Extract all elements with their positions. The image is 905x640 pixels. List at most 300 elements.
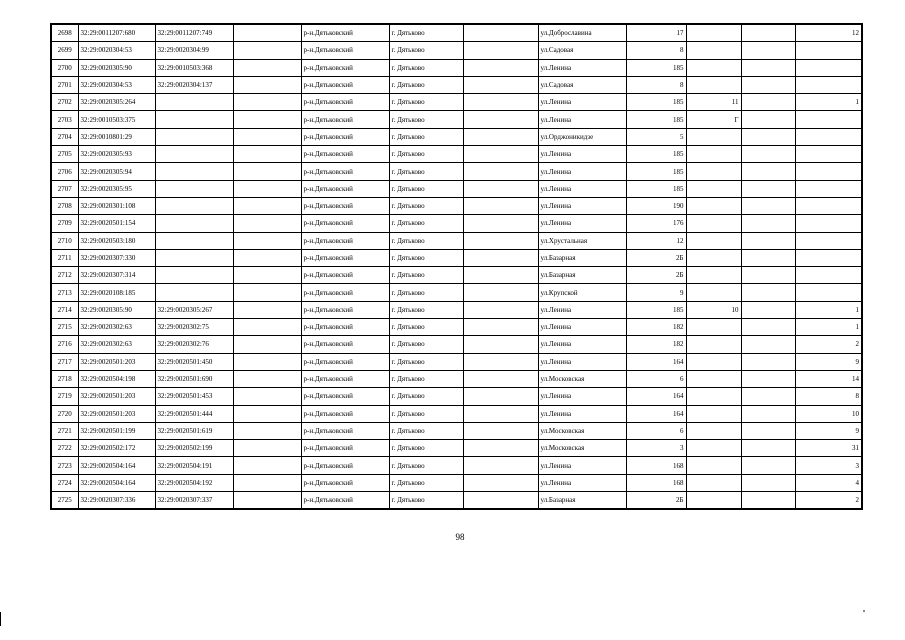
house-number-cell: 185 xyxy=(626,180,686,197)
cadastral-number-cell: 32:29:0020302:63 xyxy=(78,319,155,336)
street-cell: ул.Московская xyxy=(538,440,626,457)
district-cell: р-н.Дятьковский xyxy=(301,422,389,439)
blank-cell xyxy=(233,336,301,353)
page-number: 98 xyxy=(455,532,465,542)
apartment-number-cell: 9 xyxy=(795,353,862,370)
district-cell: р-н.Дятьковский xyxy=(301,388,389,405)
table-row xyxy=(51,163,862,180)
building-cell: 11 xyxy=(686,94,741,111)
district-cell: р-н.Дятьковский xyxy=(301,284,389,301)
blank-cell xyxy=(463,146,538,163)
house-number-cell: 185 xyxy=(626,146,686,163)
table-row xyxy=(51,24,862,42)
city-cell: г. Дятьково xyxy=(389,197,463,214)
apartment-number-cell xyxy=(795,232,862,249)
city-cell: г. Дятьково xyxy=(389,422,463,439)
building-cell xyxy=(686,146,741,163)
blank-cell xyxy=(463,474,538,491)
street-cell: ул.Ленина xyxy=(538,163,626,180)
cadastral-number-cell: 32:29:0020305:93 xyxy=(78,146,155,163)
house-number-cell: 5 xyxy=(626,128,686,145)
cadastral-number-cell: 32:29:0020501:203 xyxy=(78,388,155,405)
premises-cadastral-number-cell: 32:29:0010503:368 xyxy=(155,59,233,76)
table-row xyxy=(51,336,862,353)
blank-cell xyxy=(463,94,538,111)
building-cell xyxy=(686,24,741,42)
row-number-cell: 2709 xyxy=(51,215,78,232)
apartment-number-cell xyxy=(795,197,862,214)
street-cell: ул.Ленина xyxy=(538,215,626,232)
table-row xyxy=(51,422,862,439)
blank-cell xyxy=(233,24,301,42)
cadastral-number-cell: 32:29:0020504:164 xyxy=(78,474,155,491)
blank-cell xyxy=(233,267,301,284)
street-cell: ул.Ленина xyxy=(538,111,626,128)
building-cell xyxy=(686,353,741,370)
apartment-number-cell xyxy=(795,59,862,76)
building-cell xyxy=(686,180,741,197)
blank-cell xyxy=(233,319,301,336)
street-cell: ул.Ленина xyxy=(538,353,626,370)
building-cell xyxy=(686,370,741,387)
district-cell: р-н.Дятьковский xyxy=(301,492,389,510)
blank-cell xyxy=(463,215,538,232)
table-row xyxy=(51,284,862,301)
building-cell xyxy=(686,76,741,93)
table-row xyxy=(51,215,862,232)
table-row xyxy=(51,370,862,387)
blank-cell xyxy=(233,474,301,491)
table-row xyxy=(51,301,862,318)
cadastral-number-cell: 32:29:0011207:680 xyxy=(78,24,155,42)
house-number-cell: 190 xyxy=(626,197,686,214)
building-cell xyxy=(686,249,741,266)
city-cell: г. Дятьково xyxy=(389,474,463,491)
blank-cell xyxy=(233,353,301,370)
row-number-cell: 2700 xyxy=(51,59,78,76)
house-number-cell: 168 xyxy=(626,474,686,491)
house-number-cell: 185 xyxy=(626,163,686,180)
district-cell: р-н.Дятьковский xyxy=(301,128,389,145)
house-number-cell: 3 xyxy=(626,440,686,457)
blank-cell xyxy=(463,492,538,510)
blank-cell xyxy=(741,249,795,266)
city-cell: г. Дятьково xyxy=(389,146,463,163)
district-cell: р-н.Дятьковский xyxy=(301,457,389,474)
table-row xyxy=(51,405,862,422)
house-number-cell: 2Б xyxy=(626,249,686,266)
table-row xyxy=(51,249,862,266)
blank-cell xyxy=(463,232,538,249)
city-cell: г. Дятьково xyxy=(389,370,463,387)
building-cell xyxy=(686,163,741,180)
house-number-cell: 8 xyxy=(626,42,686,59)
blank-cell xyxy=(233,405,301,422)
row-number-cell: 2725 xyxy=(51,492,78,510)
cadastral-number-cell: 32:29:0020304:53 xyxy=(78,42,155,59)
row-number-cell: 2699 xyxy=(51,42,78,59)
building-cell xyxy=(686,215,741,232)
blank-cell xyxy=(233,440,301,457)
premises-cadastral-number-cell: 32:29:0020502:199 xyxy=(155,440,233,457)
apartment-number-cell xyxy=(795,267,862,284)
table-row xyxy=(51,474,862,491)
district-cell: р-н.Дятьковский xyxy=(301,267,389,284)
district-cell: р-н.Дятьковский xyxy=(301,59,389,76)
blank-cell xyxy=(233,42,301,59)
city-cell: г. Дятьково xyxy=(389,388,463,405)
house-number-cell: 2Б xyxy=(626,267,686,284)
street-cell: ул.Ленина xyxy=(538,405,626,422)
street-cell: ул.Ленина xyxy=(538,301,626,318)
table-row xyxy=(51,180,862,197)
apartment-number-cell: 1 xyxy=(795,301,862,318)
city-cell: г. Дятьково xyxy=(389,76,463,93)
blank-cell xyxy=(463,370,538,387)
blank-cell xyxy=(741,319,795,336)
city-cell: г. Дятьково xyxy=(389,111,463,128)
street-cell: ул.Ленина xyxy=(538,180,626,197)
cadastral-number-cell: 32:29:0020307:330 xyxy=(78,249,155,266)
apartment-number-cell: 2 xyxy=(795,336,862,353)
table-row xyxy=(51,197,862,214)
house-number-cell: 185 xyxy=(626,94,686,111)
blank-cell xyxy=(233,94,301,111)
apartment-number-cell xyxy=(795,76,862,93)
house-number-cell: 168 xyxy=(626,457,686,474)
house-number-cell: 12 xyxy=(626,232,686,249)
house-number-cell: 185 xyxy=(626,301,686,318)
premises-cadastral-number-cell: 32:29:0020501:450 xyxy=(155,353,233,370)
premises-cadastral-number-cell xyxy=(155,249,233,266)
premises-cadastral-number-cell: 32:29:0020304:99 xyxy=(155,42,233,59)
blank-cell xyxy=(463,111,538,128)
row-number-cell: 2698 xyxy=(51,24,78,42)
building-cell xyxy=(686,474,741,491)
district-cell: р-н.Дятьковский xyxy=(301,440,389,457)
district-cell: р-н.Дятьковский xyxy=(301,197,389,214)
house-number-cell: 164 xyxy=(626,388,686,405)
street-cell: ул.Орджоникидзе xyxy=(538,128,626,145)
blank-cell xyxy=(463,388,538,405)
blank-cell xyxy=(233,163,301,180)
city-cell: г. Дятьково xyxy=(389,319,463,336)
street-cell: ул.Ленина xyxy=(538,197,626,214)
blank-cell xyxy=(233,111,301,128)
table-row xyxy=(51,388,862,405)
building-cell xyxy=(686,440,741,457)
table-row xyxy=(51,267,862,284)
premises-cadastral-number-cell xyxy=(155,128,233,145)
row-number-cell: 2707 xyxy=(51,180,78,197)
city-cell: г. Дятьково xyxy=(389,492,463,510)
district-cell: р-н.Дятьковский xyxy=(301,215,389,232)
blank-cell xyxy=(463,24,538,42)
cadastral-number-cell: 32:29:0020302:63 xyxy=(78,336,155,353)
building-cell xyxy=(686,267,741,284)
city-cell: г. Дятьково xyxy=(389,284,463,301)
apartment-number-cell xyxy=(795,128,862,145)
blank-cell xyxy=(463,59,538,76)
blank-cell xyxy=(741,370,795,387)
blank-cell xyxy=(741,215,795,232)
blank-cell xyxy=(463,301,538,318)
premises-cadastral-number-cell xyxy=(155,284,233,301)
apartment-number-cell: 31 xyxy=(795,440,862,457)
blank-cell xyxy=(233,492,301,510)
street-cell: ул.Ленина xyxy=(538,94,626,111)
house-number-cell: 164 xyxy=(626,405,686,422)
house-number-cell: 185 xyxy=(626,59,686,76)
table-row xyxy=(51,440,862,457)
cadastral-number-cell: 32:29:0020501:199 xyxy=(78,422,155,439)
blank-cell xyxy=(233,457,301,474)
row-number-cell: 2722 xyxy=(51,440,78,457)
premises-cadastral-number-cell: 32:29:0020501:453 xyxy=(155,388,233,405)
premises-cadastral-number-cell xyxy=(155,111,233,128)
blank-cell xyxy=(233,301,301,318)
city-cell: г. Дятьково xyxy=(389,301,463,318)
apartment-number-cell: 1 xyxy=(795,94,862,111)
building-cell xyxy=(686,284,741,301)
blank-cell xyxy=(741,440,795,457)
blank-cell xyxy=(463,180,538,197)
district-cell: р-н.Дятьковский xyxy=(301,249,389,266)
premises-cadastral-number-cell xyxy=(155,267,233,284)
district-cell: р-н.Дятьковский xyxy=(301,370,389,387)
row-number-cell: 2704 xyxy=(51,128,78,145)
table-row xyxy=(51,111,862,128)
apartment-number-cell xyxy=(795,180,862,197)
row-number-cell: 2718 xyxy=(51,370,78,387)
apartment-number-cell: 9 xyxy=(795,422,862,439)
city-cell: г. Дятьково xyxy=(389,215,463,232)
district-cell: р-н.Дятьковский xyxy=(301,301,389,318)
district-cell: р-н.Дятьковский xyxy=(301,163,389,180)
registry-table xyxy=(50,23,863,510)
building-cell xyxy=(686,336,741,353)
blank-cell xyxy=(741,457,795,474)
city-cell: г. Дятьково xyxy=(389,232,463,249)
apartment-number-cell: 12 xyxy=(795,24,862,42)
row-number-cell: 2723 xyxy=(51,457,78,474)
building-cell: 10 xyxy=(686,301,741,318)
building-cell xyxy=(686,59,741,76)
house-number-cell: 6 xyxy=(626,422,686,439)
city-cell: г. Дятьково xyxy=(389,457,463,474)
apartment-number-cell: 14 xyxy=(795,370,862,387)
row-number-cell: 2714 xyxy=(51,301,78,318)
street-cell: ул.Ленина xyxy=(538,336,626,353)
cadastral-number-cell: 32:29:0020501:203 xyxy=(78,405,155,422)
blank-cell xyxy=(233,76,301,93)
blank-cell xyxy=(741,301,795,318)
blank-cell xyxy=(463,336,538,353)
street-cell: ул.Базарная xyxy=(538,492,626,510)
street-cell: ул.Базарная xyxy=(538,249,626,266)
district-cell: р-н.Дятьковский xyxy=(301,76,389,93)
table-row xyxy=(51,146,862,163)
premises-cadastral-number-cell: 32:29:0020501:444 xyxy=(155,405,233,422)
house-number-cell: 6 xyxy=(626,370,686,387)
district-cell: р-н.Дятьковский xyxy=(301,232,389,249)
blank-cell xyxy=(233,284,301,301)
blank-cell xyxy=(233,128,301,145)
cadastral-number-cell: 32:29:0020501:154 xyxy=(78,215,155,232)
blank-cell xyxy=(741,163,795,180)
district-cell: р-н.Дятьковский xyxy=(301,111,389,128)
blank-cell xyxy=(463,128,538,145)
city-cell: г. Дятьково xyxy=(389,267,463,284)
building-cell xyxy=(686,319,741,336)
blank-cell xyxy=(463,353,538,370)
premises-cadastral-number-cell xyxy=(155,197,233,214)
building-cell: Г xyxy=(686,111,741,128)
building-cell xyxy=(686,128,741,145)
district-cell: р-н.Дятьковский xyxy=(301,336,389,353)
cadastral-number-cell: 32:29:0020504:164 xyxy=(78,457,155,474)
building-cell xyxy=(686,405,741,422)
blank-cell xyxy=(741,492,795,510)
table-row xyxy=(51,59,862,76)
building-cell xyxy=(686,457,741,474)
blank-cell xyxy=(741,474,795,491)
row-number-cell: 2713 xyxy=(51,284,78,301)
apartment-number-cell: 1 xyxy=(795,319,862,336)
street-cell: ул.Доброславина xyxy=(538,24,626,42)
table-row xyxy=(51,128,862,145)
blank-cell xyxy=(741,111,795,128)
street-cell: ул.Базарная xyxy=(538,267,626,284)
premises-cadastral-number-cell xyxy=(155,215,233,232)
house-number-cell: 8 xyxy=(626,76,686,93)
district-cell: р-н.Дятьковский xyxy=(301,146,389,163)
district-cell: р-н.Дятьковский xyxy=(301,405,389,422)
street-cell: ул.Крупской xyxy=(538,284,626,301)
street-cell: ул.Ленина xyxy=(538,319,626,336)
district-cell: р-н.Дятьковский xyxy=(301,42,389,59)
house-number-cell: 9 xyxy=(626,284,686,301)
row-number-cell: 2701 xyxy=(51,76,78,93)
apartment-number-cell xyxy=(795,284,862,301)
blank-cell xyxy=(463,42,538,59)
table-row xyxy=(51,492,862,510)
cadastral-number-cell: 32:29:0020504:198 xyxy=(78,370,155,387)
cadastral-number-cell: 32:29:0020301:108 xyxy=(78,197,155,214)
blank-cell xyxy=(741,146,795,163)
blank-cell xyxy=(233,215,301,232)
street-cell: ул.Ленина xyxy=(538,146,626,163)
house-number-cell: 164 xyxy=(626,353,686,370)
city-cell: г. Дятьково xyxy=(389,336,463,353)
premises-cadastral-number-cell: 32:29:0011207:749 xyxy=(155,24,233,42)
row-number-cell: 2710 xyxy=(51,232,78,249)
blank-cell xyxy=(741,197,795,214)
blank-cell xyxy=(741,42,795,59)
premises-cadastral-number-cell: 32:29:0020504:191 xyxy=(155,457,233,474)
house-number-cell: 176 xyxy=(626,215,686,232)
row-number-cell: 2716 xyxy=(51,336,78,353)
cadastral-number-cell: 32:29:0020305:264 xyxy=(78,94,155,111)
blank-cell xyxy=(463,440,538,457)
blank-cell xyxy=(233,388,301,405)
city-cell: г. Дятьково xyxy=(389,128,463,145)
premises-cadastral-number-cell: 32:29:0020307:337 xyxy=(155,492,233,510)
row-number-cell: 2702 xyxy=(51,94,78,111)
premises-cadastral-number-cell xyxy=(155,94,233,111)
district-cell: р-н.Дятьковский xyxy=(301,180,389,197)
street-cell: ул.Ленина xyxy=(538,474,626,491)
premises-cadastral-number-cell: 32:29:0020504:192 xyxy=(155,474,233,491)
building-cell xyxy=(686,388,741,405)
row-number-cell: 2724 xyxy=(51,474,78,491)
cadastral-number-cell: 32:29:0020108:185 xyxy=(78,284,155,301)
premises-cadastral-number-cell: 32:29:0020302:75 xyxy=(155,319,233,336)
blank-cell xyxy=(741,232,795,249)
building-cell xyxy=(686,422,741,439)
premises-cadastral-number-cell: 32:29:0020302:76 xyxy=(155,336,233,353)
table-row xyxy=(51,457,862,474)
row-number-cell: 2717 xyxy=(51,353,78,370)
row-number-cell: 2721 xyxy=(51,422,78,439)
blank-cell xyxy=(233,197,301,214)
city-cell: г. Дятьково xyxy=(389,440,463,457)
blank-cell xyxy=(741,180,795,197)
row-number-cell: 2706 xyxy=(51,163,78,180)
house-number-cell: 185 xyxy=(626,111,686,128)
street-cell: ул.Ленина xyxy=(538,59,626,76)
house-number-cell: 17 xyxy=(626,24,686,42)
blank-cell xyxy=(741,336,795,353)
street-cell: ул.Садовая xyxy=(538,42,626,59)
cadastral-number-cell: 32:29:0020305:90 xyxy=(78,59,155,76)
blank-cell xyxy=(741,76,795,93)
house-number-cell: 182 xyxy=(626,336,686,353)
row-number-cell: 2720 xyxy=(51,405,78,422)
city-cell: г. Дятьково xyxy=(389,163,463,180)
street-cell: ул.Московская xyxy=(538,422,626,439)
street-cell: ул.Ленина xyxy=(538,457,626,474)
blank-cell xyxy=(463,249,538,266)
city-cell: г. Дятьково xyxy=(389,353,463,370)
blank-cell xyxy=(463,284,538,301)
row-number-cell: 2712 xyxy=(51,267,78,284)
cadastral-number-cell: 32:29:0020304:53 xyxy=(78,76,155,93)
blank-cell xyxy=(741,422,795,439)
table-row xyxy=(51,319,862,336)
cadastral-number-cell: 32:29:0020503:180 xyxy=(78,232,155,249)
blank-cell xyxy=(463,197,538,214)
cadastral-number-cell: 32:29:0020502:172 xyxy=(78,440,155,457)
row-number-cell: 2719 xyxy=(51,388,78,405)
blank-cell xyxy=(463,405,538,422)
premises-cadastral-number-cell xyxy=(155,163,233,180)
blank-cell xyxy=(741,24,795,42)
apartment-number-cell xyxy=(795,111,862,128)
blank-cell xyxy=(463,267,538,284)
blank-cell xyxy=(741,388,795,405)
cadastral-number-cell: 32:29:0020305:95 xyxy=(78,180,155,197)
apartment-number-cell: 4 xyxy=(795,474,862,491)
blank-cell xyxy=(463,319,538,336)
blank-cell xyxy=(233,146,301,163)
premises-cadastral-number-cell: 32:29:0020305:267 xyxy=(155,301,233,318)
blank-cell xyxy=(463,457,538,474)
cadastral-number-cell: 32:29:0020307:336 xyxy=(78,492,155,510)
street-cell: ул.Садовая xyxy=(538,76,626,93)
apartment-number-cell xyxy=(795,249,862,266)
premises-cadastral-number-cell xyxy=(155,232,233,249)
